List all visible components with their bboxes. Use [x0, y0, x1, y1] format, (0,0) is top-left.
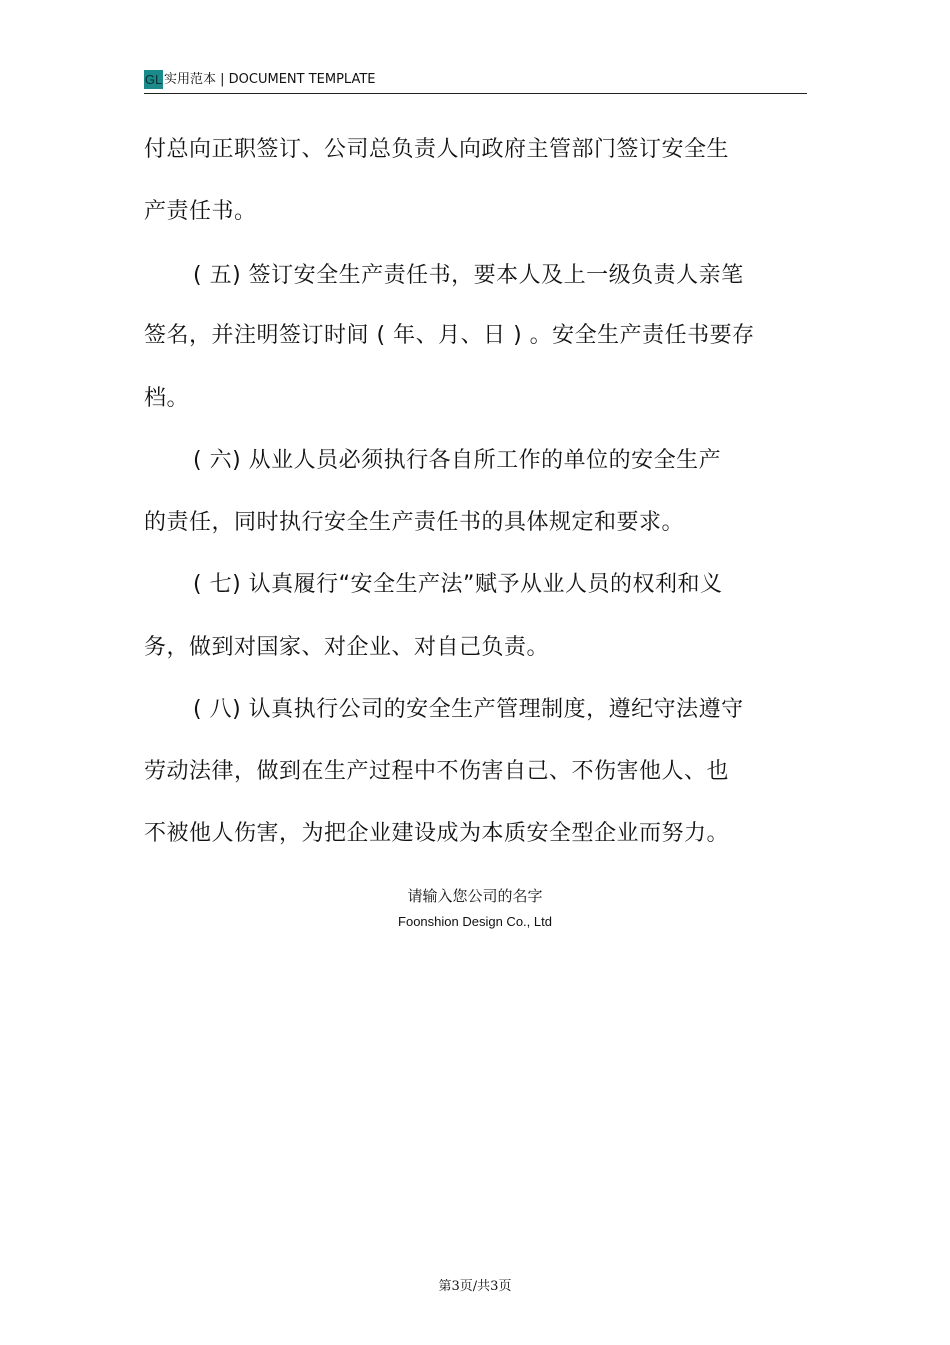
- paragraph-7-start: ( 七) 认真履行“安全生产法”赋予从业人员的权利和义: [193, 572, 723, 597]
- page-number: 第3页/共3页: [438, 1279, 512, 1294]
- gl-logo: GL: [144, 72, 163, 87]
- body-line: 的责任，同时执行安全生产责任书的具体规定和要求。: [144, 510, 685, 535]
- paragraph-8-start: ( 八) 认真执行公司的安全生产管理制度，遵纪守法遵守: [193, 697, 744, 722]
- body-line: 不被他人伤害，为把企业建设成为本质安全型企业而努力。: [144, 821, 730, 846]
- paragraph-5-start: ( 五) 签订安全生产责任书，要本人及上一级负责人亲笔: [193, 263, 744, 288]
- page-header: [144, 70, 807, 94]
- paragraph-6-start: ( 六) 从业人员必须执行各自所工作的单位的安全生产: [193, 448, 722, 473]
- body-line: 付总向正职签订、公司总负责人向政府主管部门签订安全生: [144, 137, 730, 162]
- body-line: 档。: [144, 386, 190, 411]
- body-line: 产责任书。: [144, 199, 257, 224]
- body-line: 签名，并注明签订时间 ( 年、月、日 ) 。安全生产责任书要存: [144, 323, 755, 348]
- body-line: 务，做到对国家、对企业、对自己负责。: [144, 635, 550, 660]
- header-divider: [144, 93, 807, 94]
- company-name-en: Foonshion Design Co., Ltd: [398, 914, 552, 929]
- company-name-cn: 请输入您公司的名字: [407, 887, 543, 905]
- body-line: 劳动法律，做到在生产过程中不伤害自己、不伤害他人、也: [144, 759, 730, 784]
- header-title: 实用范本 | DOCUMENT TEMPLATE: [164, 72, 376, 87]
